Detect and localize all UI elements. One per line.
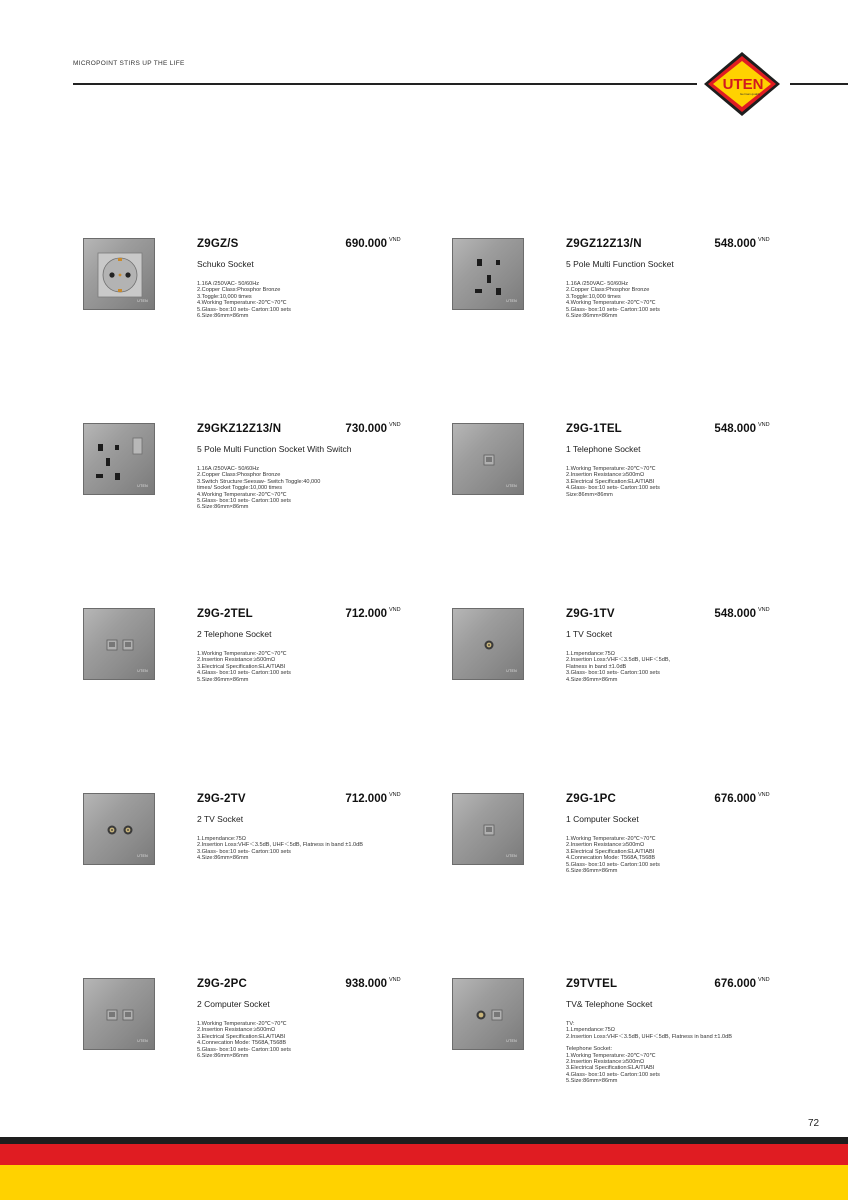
spec-line: 2.Insertion Resistance:≥500mΩ: [566, 472, 645, 479]
logo-subtext: German quality: [739, 92, 761, 96]
product-price: 548.000: [714, 238, 756, 250]
spec-line: times/ Socket Toggle:10,000 times: [197, 485, 283, 492]
product-price: 712.000: [345, 608, 387, 620]
spec-line: 3.Glass- box:10 sets- Carton:100 sets: [566, 670, 660, 677]
spec-line: 1.Working Temperature:-20℃~70℃: [197, 1021, 287, 1027]
spec-line: 3.Switch Structure:Seesaw- Switch Toggle:40,000: [197, 478, 321, 485]
product-image: [83, 423, 155, 495]
product-card: [452, 978, 832, 1128]
currency-label: VND: [389, 607, 401, 613]
thumb-brand: UTEN: [506, 299, 517, 303]
product-code: Z9GKZ12Z13/N: [197, 423, 282, 435]
product-image: [83, 238, 155, 310]
product-code: Z9G-2TEL: [197, 608, 253, 620]
spec-line: 5.Glass- box:10 sets- Carton:100 sets: [566, 306, 660, 313]
thumb-brand: UTEN: [506, 1039, 517, 1043]
product-price: 676.000: [714, 978, 756, 990]
product-image: [83, 793, 155, 865]
product-code: Z9TVTEL: [566, 978, 618, 990]
logo-text: UTEN: [722, 76, 764, 93]
spec-line: 4.Working Temperature:-20℃~70℃: [197, 491, 287, 498]
product-card: [83, 793, 463, 943]
spec-line: 6.Size:86mm×86mm: [566, 868, 618, 875]
spec-line: 3.Electrical Specification:ELA/TIABI: [566, 478, 655, 485]
product-name: TV& Telephone Socket: [566, 999, 653, 1009]
spec-line: 3.Toggle:10,000 times: [197, 293, 252, 300]
spec-line: 5.Glass- box:10 sets- Carton:100 sets: [197, 498, 291, 505]
product-image: [83, 608, 155, 680]
product-specs: [197, 466, 467, 511]
thumb-brand: UTEN: [506, 669, 517, 673]
spec-line: 2.Insertion Loss:VHF＜3.5dB, UHF＜5dB, Flatness in band ±1.0dB: [197, 842, 363, 849]
product-card: [83, 608, 463, 758]
spec-line: 2.Insertion Loss:VHF＜3.5dB, UHF＜5dB,: [566, 657, 671, 664]
spec-line: 5.Size:86mm×86mm: [566, 1078, 618, 1085]
product-specs: [197, 281, 467, 319]
spec-line: 5.Glass- box:10 sets- Carton:100 sets: [197, 306, 291, 313]
thumb-brand: UTEN: [137, 484, 148, 488]
product-name: 1 TV Socket: [566, 629, 613, 639]
spec-line: 4.Connecation Mode: T568A,T568B: [197, 1040, 287, 1047]
thumb-brand: UTEN: [137, 1039, 148, 1043]
currency-label: VND: [758, 792, 770, 798]
tagline: MICROPOINT STIRS UP THE LIFE: [73, 60, 185, 67]
page-number: 72: [808, 1118, 820, 1129]
product-price: 676.000: [714, 793, 756, 805]
spec-line: 4.Glass- box:10 sets- Carton:100 sets: [197, 670, 291, 677]
header-rule-right: [790, 83, 848, 85]
thumb-brand: UTEN: [506, 484, 517, 488]
spec-line: 6.Size:86mm×86mm: [197, 1053, 249, 1060]
product-code: Z9G-1PC: [566, 793, 616, 805]
spec-line: 1.16A /250VAC- 50/60Hz: [197, 281, 260, 287]
spec-line: 1.Working Temperature:-20℃~70℃: [566, 836, 656, 842]
spec-line: 1.Lmpendance:75Ω: [197, 836, 246, 842]
product-specs: [566, 1021, 836, 1085]
spec-line: 2.Insertion Resistance:≥500mΩ: [197, 1027, 276, 1034]
product-name: 5 Pole Multi Function Socket With Switch: [197, 444, 352, 454]
product-image: [452, 793, 524, 865]
spec-line: 2.Copper Class:Phosphor Bronze: [197, 287, 281, 294]
product-card: [83, 238, 463, 388]
product-card: [452, 423, 832, 573]
product-name: Schuko Socket: [197, 259, 254, 269]
product-image: [83, 978, 155, 1050]
product-card: [452, 238, 832, 388]
spec-line: 3.Electrical Specification:ELA/TIABI: [566, 1065, 655, 1072]
spec-line: 1.Lmpendance:75Ω: [566, 651, 615, 657]
spec-line: 4.Working Temperature:-20℃~70℃: [566, 300, 656, 307]
product-image: [452, 978, 524, 1050]
spec-line: 5.Size:86mm×86mm: [197, 676, 249, 683]
product-name: 2 Computer Socket: [197, 999, 270, 1009]
product-card: [83, 423, 463, 573]
spec-line: 5.Glass- box:10 sets- Carton:100 sets: [197, 1046, 291, 1053]
footer-stripe-black: [0, 1137, 848, 1144]
spec-line: 2.Copper Class:Phosphor Bronze: [566, 287, 650, 294]
thumb-brand: UTEN: [137, 854, 148, 858]
spec-line: 1.Lmpendance:75Ω: [566, 1027, 615, 1034]
spec-line: 3.Toggle:10,000 times: [566, 293, 621, 300]
spec-line: Size:86mm×86mm: [566, 491, 613, 498]
spec-line: 3.Electrical Specification:ELA/TIABI: [197, 663, 286, 670]
currency-label: VND: [389, 977, 401, 983]
product-card: [452, 793, 832, 943]
spec-line: 1.16A /250VAC- 50/60Hz: [197, 466, 260, 472]
spec-line: TV:: [566, 1021, 575, 1027]
product-specs: [566, 651, 836, 683]
header-rule: [73, 83, 697, 85]
product-price: 690.000: [345, 238, 387, 250]
spec-line: 3.Electrical Specification:ELA/TIABI: [566, 848, 655, 855]
product-name: 1 Telephone Socket: [566, 444, 641, 454]
footer-stripe-red: [0, 1144, 848, 1165]
spec-line: 4.Working Temperature:-20℃~70℃: [197, 300, 287, 307]
product-code: Z9G-2TV: [197, 793, 246, 805]
product-price: 548.000: [714, 608, 756, 620]
product-specs: [566, 281, 836, 319]
currency-label: VND: [758, 977, 770, 983]
spec-line: 2.Insertion Resistance:≥500mΩ: [566, 1059, 645, 1066]
product-price: 712.000: [345, 793, 387, 805]
spec-line: 4.Size:86mm×86mm: [197, 855, 249, 862]
spec-line: 1.16A /250VAC- 50/60Hz: [566, 281, 629, 287]
product-card: [83, 978, 463, 1128]
spec-line: 3.Glass- box:10 sets- Carton:100 sets: [197, 848, 291, 855]
product-code: Z9GZ/S: [197, 238, 239, 250]
product-specs: [197, 651, 467, 683]
spec-line: Flatness in band ±1.0dB: [566, 663, 627, 670]
product-image: [452, 238, 524, 310]
spec-line: 1.Working Temperature:-20℃~70℃: [566, 466, 656, 472]
product-price: 548.000: [714, 423, 756, 435]
currency-label: VND: [758, 422, 770, 428]
thumb-brand: UTEN: [506, 854, 517, 858]
thumb-brand: UTEN: [137, 299, 148, 303]
spec-line: 5.Glass- box:10 sets- Carton:100 sets: [566, 861, 660, 868]
spec-line: 3.Electrical Specification:ELA/TIABI: [197, 1033, 286, 1040]
spec-line: 6.Size:86mm×86mm: [197, 504, 249, 511]
spec-line: 1.Working Temperature:-20℃~70℃: [566, 1052, 656, 1059]
product-card: [452, 608, 832, 758]
spec-line: 4.Glass- box:10 sets- Carton:100 sets: [566, 485, 660, 492]
spec-line: Telephone Socket:: [566, 1046, 613, 1053]
footer-stripe-gold: [0, 1165, 848, 1200]
uten-logo: [698, 50, 790, 118]
product-name: 1 Computer Socket: [566, 814, 639, 824]
product-name: 2 TV Socket: [197, 814, 244, 824]
product-specs: [197, 836, 467, 862]
product-price: 730.000: [345, 423, 387, 435]
spec-line: 1.Working Temperature:-20℃~70℃: [197, 651, 287, 657]
currency-label: VND: [758, 607, 770, 613]
product-specs: [566, 466, 836, 498]
product-code: Z9G-1TEL: [566, 423, 622, 435]
product-image: [452, 608, 524, 680]
product-code: Z9G-1TV: [566, 608, 615, 620]
spec-line: 2.Insertion Resistance:≥500mΩ: [566, 842, 645, 849]
currency-label: VND: [389, 422, 401, 428]
spec-line: 6.Size:86mm×86mm: [197, 313, 249, 320]
spec-line: 4.Glass- box:10 sets- Carton:100 sets: [566, 1071, 660, 1078]
spec-line: 4.Size:86mm×86mm: [566, 676, 618, 683]
product-specs: [197, 1021, 467, 1059]
product-image: [452, 423, 524, 495]
spec-line: 4.Connecation Mode: T568A,T568B: [566, 855, 656, 862]
spec-line: 2.Copper Class:Phosphor Bronze: [197, 472, 281, 479]
thumb-brand: UTEN: [137, 669, 148, 673]
product-specs: [566, 836, 836, 874]
spec-line: 2.Insertion Loss:VHF＜3.5dB, UHF＜5dB, Flatness in band ±1.0dB: [566, 1033, 732, 1040]
spec-line: 6.Size:86mm×86mm: [566, 313, 618, 320]
product-code: Z9G-2PC: [197, 978, 247, 990]
currency-label: VND: [758, 237, 770, 243]
currency-label: VND: [389, 237, 401, 243]
product-price: 938.000: [345, 978, 387, 990]
product-name: 2 Telephone Socket: [197, 629, 272, 639]
product-name: 5 Pole Multi Function Socket: [566, 259, 674, 269]
currency-label: VND: [389, 792, 401, 798]
spec-line: 2.Insertion Resistance:≥500mΩ: [197, 657, 276, 664]
product-code: Z9GZ12Z13/N: [566, 238, 642, 250]
